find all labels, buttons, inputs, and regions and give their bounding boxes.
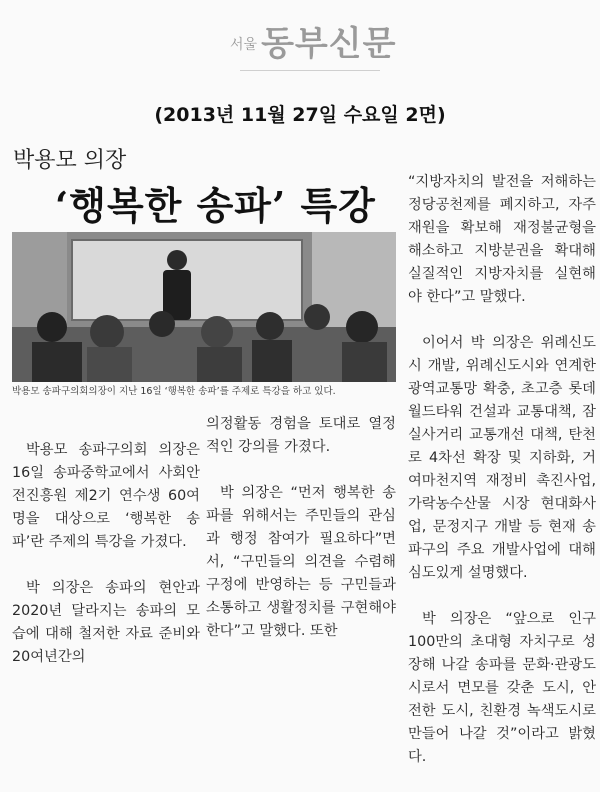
newspaper-logo [230,16,396,65]
article-photo [12,232,396,382]
logo-prefix: 서울 [230,37,258,53]
paragraph: 박 의장은 “앞으로 인구 100만의 초대형 자치구로 성장해 나갈 송파를 문화·관광도시로서 면모를 갖춘 도시, 안전한 도시, 친환경 녹색도시로 만들어 나갈 것”이라고 밝혔다. [408,611,596,765]
photo-caption: 박용모 송파구의회의장이 지난 16일 ‘행복한 송파’를 주제로 특강을 하고 있다. [12,386,336,397]
lecture-photo-illustration [12,232,396,382]
logo-name: 동부신문 [261,24,397,64]
paragraph: 의정활동 경험을 토대로 열정적인 강의를 가졌다. [206,416,396,455]
article-column-2 [206,390,396,666]
paragraph: 박 의장은 “먼저 행복한 송파를 위해서는 주민들의 관심과 행정 참여가 필요하다”면서, “구민들의 의견을 수렴해 구정에 반영하는 등 구민들과 소통하고 생활정치를 구현해야 한다”고 말했다. 또한 [206,485,396,639]
paragraph: 박 의장은 송파의 현안과 2020년 달라지는 송파의 모습에 대해 철저한 자료 준비와 20여년간의 [12,580,200,665]
masthead-rule [240,70,380,71]
dateline: (2013년 11월 27일 수요일 2면) [154,104,446,126]
masthead [0,0,600,92]
paragraph: “지방자치의 발전을 저해하는 정당공천제를 폐지하고, 자주재원을 확보해 재정불균형을 해소하고 지방분권을 확대해 실질적인 지방자치를 실현해야 한다”고 말했다. [408,174,596,305]
paragraph: 박용모 송파구의회 의장은 16일 송파중학교에서 사회안전진흥원 제2기 연수생 60여명을 대상으로 ‘행복한 송파’란 주제의 특강을 가졌다. [12,442,200,550]
article-subhead: 박용모 의장 [13,148,127,173]
paragraph: 이어서 박 의장은 위례신도시 개발, 위례신도시와 연계한 광역교통망 확충, 초고층 롯데월드타워 건설과 교통대책, 잠실사거리 교통개선 대책, 탄천로 4차선 확장 및 지하화, 거여마천지역 재정비 촉진사업, 가락농수산물 시장 현대화사업, 문정지구 개발 등 현재 송파구의 주요 개발사업에 대해 심도있게 설명했다. [408,335,596,581]
article-headline: ‘행복한 송파’ 특강 [55,183,376,228]
article-column-1 [12,416,200,692]
article-column-3 [408,148,596,792]
